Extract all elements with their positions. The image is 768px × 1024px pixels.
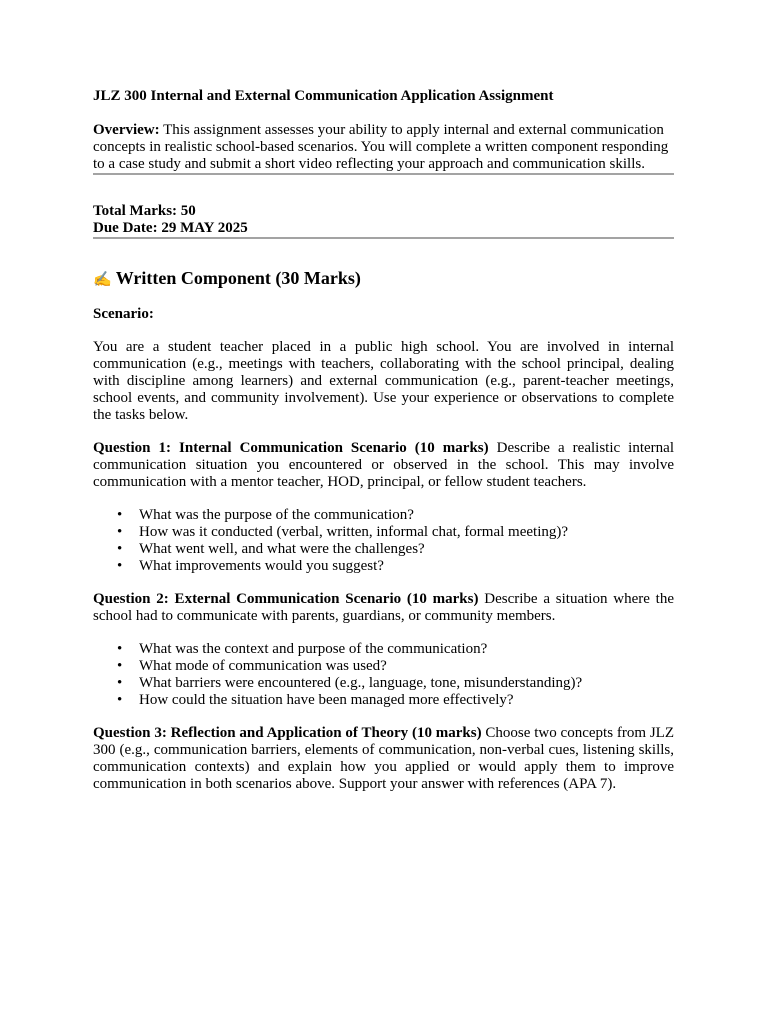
written-component-heading: ✍️ Written Component (30 Marks) (93, 268, 361, 288)
divider (93, 237, 674, 239)
overview-text: This assignment assesses your ability to apply internal and external communication concepts in realistic school-based scenarios. You will complete a written component responding to a case study and submit a short video reflecting your approach and communication skills. (93, 122, 669, 172)
overview-paragraph (93, 122, 674, 173)
question-1-bullets (93, 507, 674, 575)
document-body (93, 88, 674, 793)
list-item: • What was the context and purpose of the communication? (117, 641, 488, 657)
list-item: • How was it conducted (verbal, written, informal chat, formal meeting)? (117, 524, 569, 540)
question-1-text: Describe a realistic internal communication situation you encountered or observed in the school. This may involve communication with a mentor teacher, HOD, principal, or fellow student teachers. (93, 440, 674, 490)
question-1-label: Question 1: Internal Communication Scenario (10 marks) (93, 440, 489, 456)
list-item: • What barriers were encountered (e.g., language, tone, misunderstanding)? (117, 675, 583, 691)
scenario-text: You are a student teacher placed in a public high school. You are involved in internal communication (e.g., meetings with teachers, collaborating with the school principal, dealing with discipline among learners) and external communication (e.g., parent-teacher meetings, school events, and community involvement). Use your experience or observations to complete the tasks below. (93, 339, 674, 423)
question-2-label: Question 2: External Communication Scenario (10 marks) (93, 591, 479, 607)
question-2-text: Describe a situation where the school had to communicate with parents, guardians, or community members. (93, 591, 674, 624)
document-title: JLZ 300 Internal and External Communication Application Assignment (93, 88, 554, 104)
overview-label: Overview: (93, 122, 160, 138)
bullet-icon: • (117, 541, 123, 557)
question-2 (93, 591, 674, 625)
question-3-label: Question 3: Reflection and Application of Theory (10 marks) (93, 725, 482, 741)
question-3 (93, 725, 674, 793)
bullet-icon: • (117, 641, 123, 657)
bullet-icon: • (117, 524, 123, 540)
bullet-icon: • (117, 658, 123, 674)
divider (93, 173, 674, 175)
total-marks: Total Marks: 50 (93, 203, 196, 219)
writing-hand-icon: ✍️ (93, 270, 112, 288)
scenario-label: Scenario: (93, 306, 154, 322)
list-item: • What was the purpose of the communication? (117, 507, 414, 523)
list-item: • What went well, and what were the challenges? (117, 541, 425, 557)
list-item: • What improvements would you suggest? (117, 558, 384, 574)
bullet-icon: • (117, 692, 123, 708)
bullet-icon: • (117, 507, 123, 523)
list-item: • What mode of communication was used? (117, 658, 387, 674)
due-date: Due Date: 29 MAY 2025 (93, 220, 248, 236)
question-2-bullets (93, 641, 674, 709)
question-1 (93, 440, 674, 491)
question-3-text: Choose two concepts from JLZ 300 (e.g., communication barriers, elements of communication, non-verbal cues, listening skills, communication contexts) and explain how you applied or would apply them to improve communication in both scenarios above. Support your answer with references (APA 7). (93, 725, 674, 792)
bullet-icon: • (117, 675, 123, 691)
bullet-icon: • (117, 558, 123, 574)
list-item: • How could the situation have been managed more effectively? (117, 692, 514, 708)
